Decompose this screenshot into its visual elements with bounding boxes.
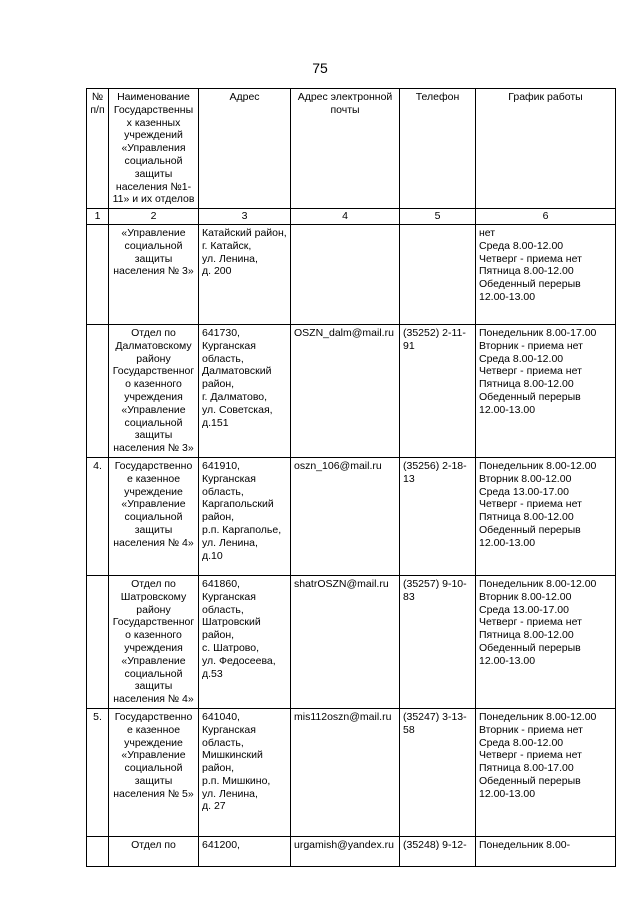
institution-phone: (35247) 3-13-58 — [400, 708, 476, 836]
institution-phone: (35248) 9-12- — [400, 836, 476, 866]
page-number: 75 — [312, 60, 328, 76]
header-phone: Телефон — [400, 89, 476, 209]
institution-address: 641860, Курганская область, Шатровский район, с. Шатрово, ул. Федосеева, д.53 — [199, 575, 291, 708]
institution-email: urgamish@yandex.ru — [291, 836, 400, 866]
institution-phone: (35256) 2-18-13 — [400, 457, 476, 575]
column-number: 4 — [291, 209, 400, 225]
table-row — [87, 224, 616, 324]
institution-email: mis112oszn@mail.ru — [291, 708, 400, 836]
institution-phone — [400, 224, 476, 324]
institution-email: OSZN_dalm@mail.ru — [291, 324, 400, 457]
institution-phone: (35257) 9-10-83 — [400, 575, 476, 708]
institution-schedule: Понедельник 8.00-12.00 Вторник 8.00-12.00 Среда 13.00-17.00 Четверг - приема нет Пятница 8.00-12.00 Обеденный перерыв 12.00-13.00 — [476, 457, 616, 575]
institution-schedule: Понедельник 8.00-12.00 Вторник - приема нет Среда 8.00-12.00 Четверг - приема нет Пятница 8.00-17.00 Обеденный перерыв 12.00-13.00 — [476, 708, 616, 836]
institution-schedule: Понедельник 8.00-12.00 Вторник 8.00-12.00 Среда 13.00-17.00 Четверг - приема нет Пятница 8.00-12.00 Обеденный перерыв 12.00-13.00 — [476, 575, 616, 708]
institution-phone: (35252) 2-11-91 — [400, 324, 476, 457]
header-number: № п/п — [87, 89, 109, 209]
column-number-row — [87, 209, 616, 225]
institution-address: 641040, Курганская область, Мишкинский район, р.п. Мишкино, ул. Ленина, д. 27 — [199, 708, 291, 836]
institution-name: «Управление социальной защиты населения № 3» — [109, 224, 199, 324]
header-name: Наименование Государственных казенных учреждений «Управления социальной защиты населения №1-11» и их отделов — [109, 89, 199, 209]
institution-schedule: Понедельник 8.00- — [476, 836, 616, 866]
institution-name: Государственное казенное учреждение «Управление социальной защиты населения № 4» — [109, 457, 199, 575]
institution-address: 641910, Курганская область, Каргапольский район, р.п. Каргаполье, ул. Ленина, д.10 — [199, 457, 291, 575]
column-number: 3 — [199, 209, 291, 225]
institution-name: Отдел по — [109, 836, 199, 866]
institution-name: Отдел по Шатровскому району Государственного казенного учреждения «Управление социальной защиты населения № 4» — [109, 575, 199, 708]
institution-address: 641200, — [199, 836, 291, 866]
institutions-table — [86, 88, 616, 867]
institution-schedule: нет Среда 8.00-12.00 Четверг - приема нет Пятница 8.00-12.00 Обеденный перерыв 12.00-13.00 — [476, 224, 616, 324]
column-number: 6 — [476, 209, 616, 225]
row-number — [87, 575, 109, 708]
institution-address: 641730, Курганская область, Далматовский район, г. Далматово, ул. Советская, д.151 — [199, 324, 291, 457]
institution-address: Катайский район, г. Катайск, ул. Ленина, д. 200 — [199, 224, 291, 324]
column-number: 1 — [87, 209, 109, 225]
row-number — [87, 836, 109, 866]
row-number — [87, 224, 109, 324]
table-row — [87, 324, 616, 457]
row-number: 5. — [87, 708, 109, 836]
table-row — [87, 457, 616, 575]
table-row — [87, 708, 616, 836]
institution-name: Государственное казенное учреждение «Управление социальной защиты населения № 5» — [109, 708, 199, 836]
institution-schedule: Понедельник 8.00-17.00 Вторник - приема нет Среда 8.00-12.00 Четверг - приема нет Пятница 8.00-12.00 Обеденный перерыв 12.00-13.00 — [476, 324, 616, 457]
table-row — [87, 836, 616, 866]
header-email: Адрес электронной почты — [291, 89, 400, 209]
table-row — [87, 575, 616, 708]
institution-email: shatrOSZN@mail.ru — [291, 575, 400, 708]
header-address: Адрес — [199, 89, 291, 209]
institution-name: Отдел по Далматовскому району Государственного казенного учреждения «Управление социальной защиты населения № 3» — [109, 324, 199, 457]
row-number — [87, 324, 109, 457]
row-number: 4. — [87, 457, 109, 575]
column-number: 2 — [109, 209, 199, 225]
header-schedule: График работы — [476, 89, 616, 209]
institution-email — [291, 224, 400, 324]
column-number: 5 — [400, 209, 476, 225]
table-header-row — [87, 89, 616, 209]
institution-email: oszn_106@mail.ru — [291, 457, 400, 575]
